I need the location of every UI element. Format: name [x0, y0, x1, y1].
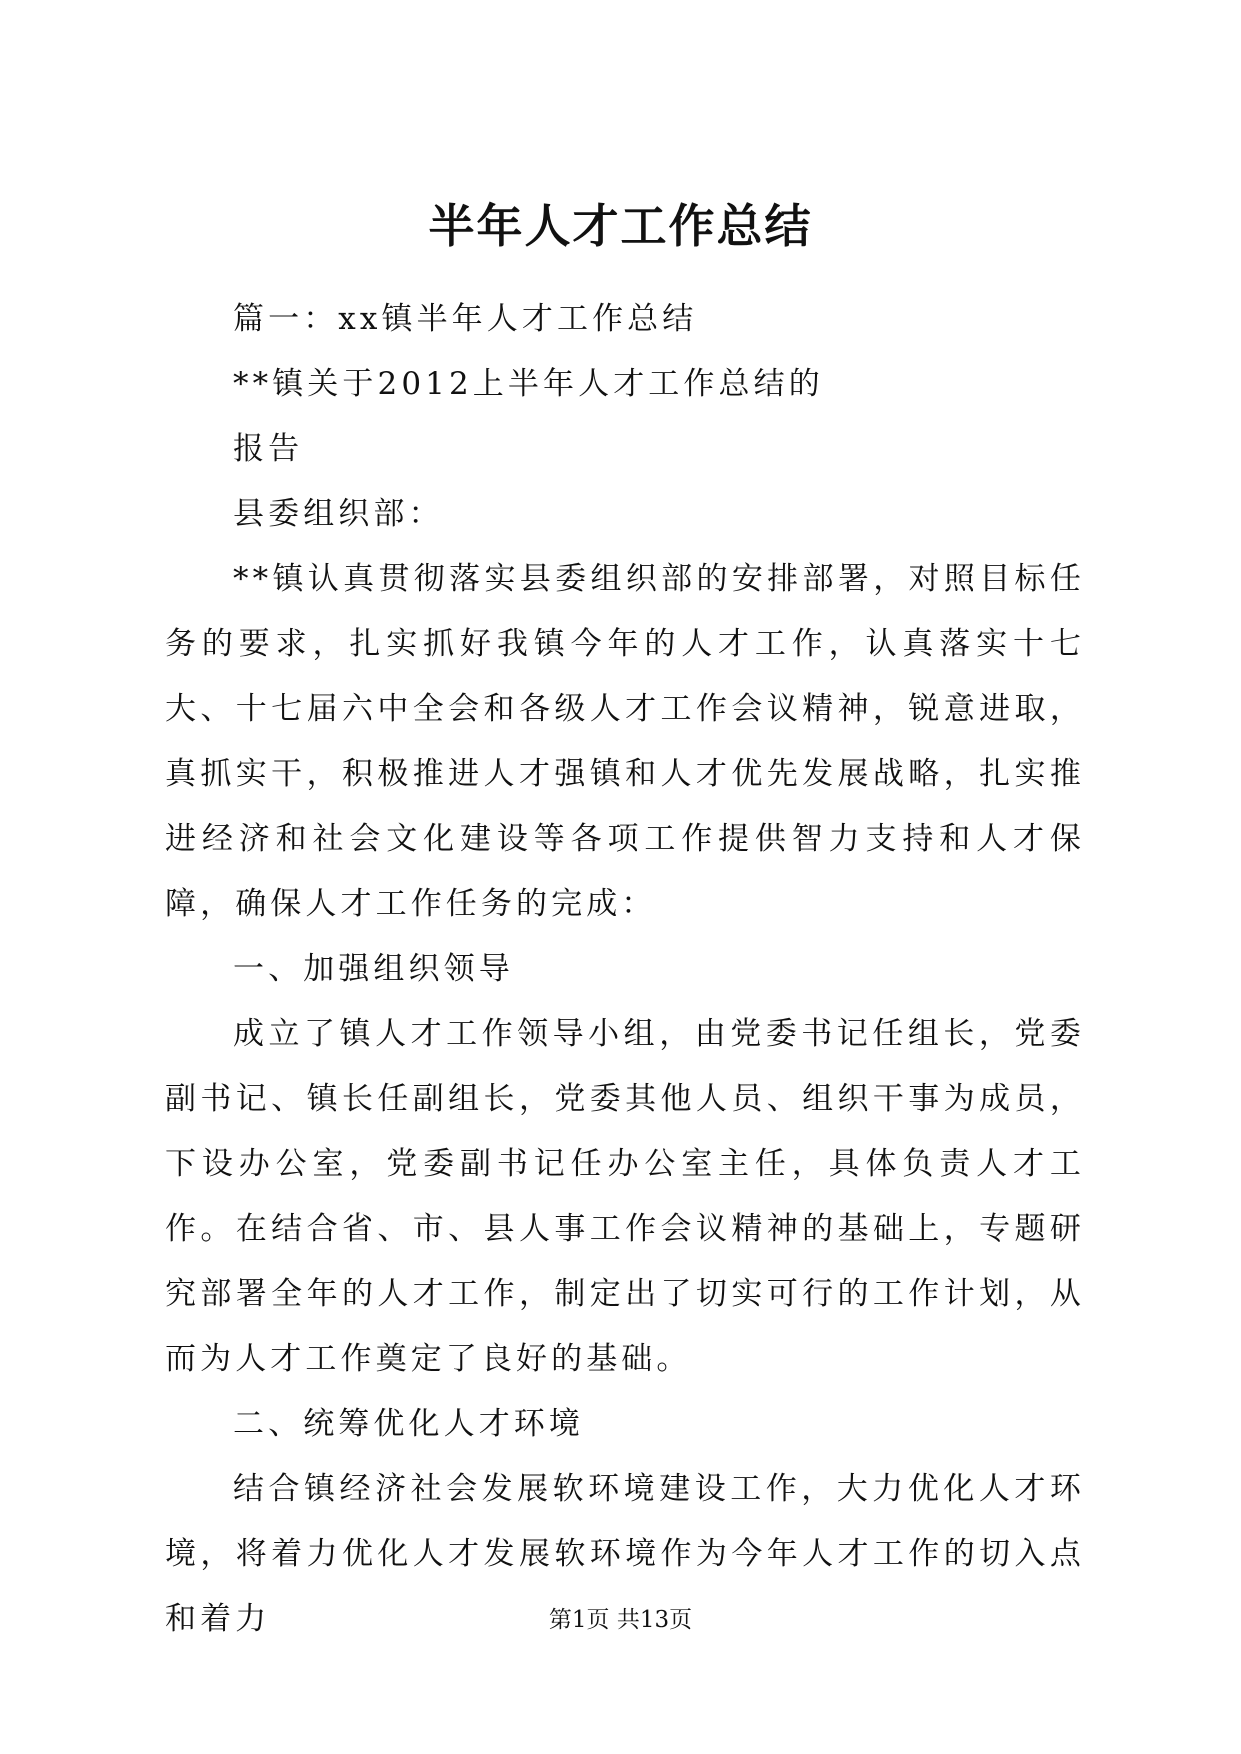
- section-heading-2: 二、统筹优化人才环境: [233, 1406, 584, 1442]
- paragraph-section-2: 结合镇经济社会发展软环境建设工作，大力优化人才环境，将着力优化人才发展软环境作为今年人才工作的切入点和着力: [165, 1471, 1085, 1637]
- paragraph-recipient: 县委组织部：: [233, 496, 444, 532]
- document-body: [165, 287, 1085, 1652]
- paragraph-intro: **镇认真贯彻落实县委组织部的安排部署，对照目标任务的要求，扎实抓好我镇今年的人才工作，认真落实十七大、十七届六中全会和各级人才工作会议精神，锐意进取，真抓实干，积极推进人才强镇和人才优先发展战略，扎实推进经济和社会文化建设等各项工作提供智力支持和人才保障，确保人才工作任务的完成：: [165, 561, 1085, 922]
- paragraph-report-title: **镇关于2012上半年人才工作总结的: [233, 366, 824, 402]
- paragraph-report-word: 报告: [233, 431, 304, 467]
- page-title: 半年人才工作总结: [428, 199, 813, 253]
- page-footer: 第1页 共13页: [548, 1607, 693, 1633]
- paragraph-section-1: 成立了镇人才工作领导小组，由党委书记任组长，党委副书记、镇长任副组长，党委其他人员、组织干事为成员，下设办公室，党委副书记任办公室主任，具体负责人才工作。在结合省、市、县人事工作会议精神的基础上，专题研究部署全年的人才工作，制定出了切实可行的工作计划，从而为人才工作奠定了良好的基础。: [165, 1016, 1085, 1377]
- section-heading-1: 一、加强组织领导: [233, 951, 514, 987]
- paragraph-part-heading: 篇一：xx镇半年人才工作总结: [233, 301, 698, 337]
